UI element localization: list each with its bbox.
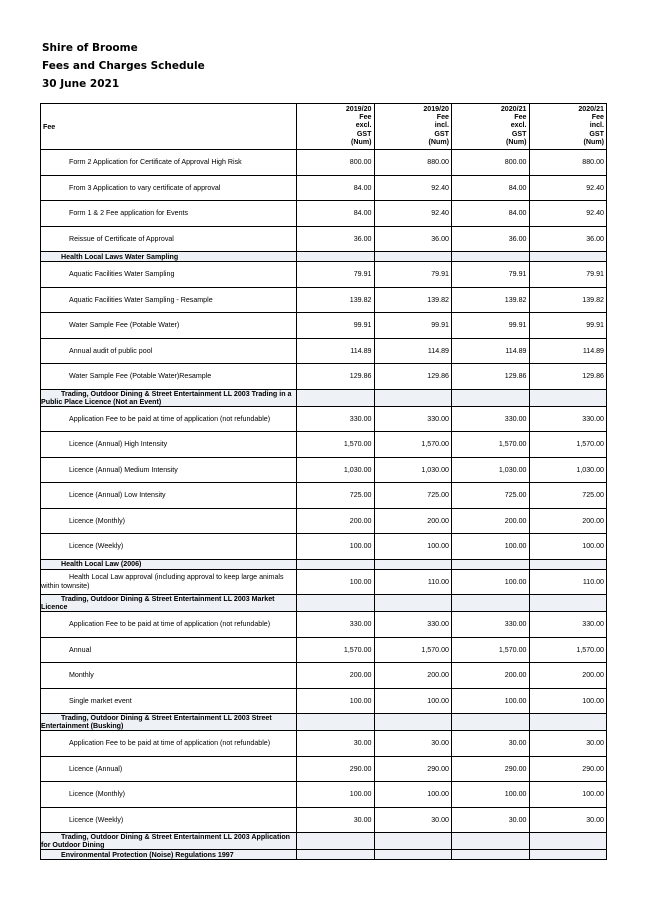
empty-cell [297,850,375,860]
fee-2020-21-excl-gst: 84.00 [452,201,530,227]
fee-2019-20-excl-gst: 725.00 [297,483,375,509]
empty-cell [374,595,452,612]
fee-2020-21-excl-gst: 200.00 [452,663,530,689]
fee-2019-20-incl-gst: 79.91 [374,262,452,288]
fee-row [41,313,607,339]
fee-2020-21-incl-gst: 100.00 [529,534,607,560]
fee-row [41,637,607,663]
empty-cell [529,252,607,262]
empty-cell [452,595,530,612]
column-header-line: incl. [434,121,449,130]
fee-2020-21-incl-gst: 92.40 [529,201,607,227]
fee-2020-21-incl-gst: 200.00 [529,508,607,534]
fee-description: Licence (Annual) [41,756,297,782]
fee-2020-21-excl-gst: 1,570.00 [452,637,530,663]
fee-2020-21-excl-gst: 725.00 [452,483,530,509]
fee-2020-21-excl-gst: 100.00 [452,782,530,808]
fee-row [41,508,607,534]
fee-2019-20-incl-gst: 92.40 [374,175,452,201]
fee-2019-20-incl-gst: 880.00 [374,150,452,176]
empty-cell [297,833,375,850]
fee-2020-21-incl-gst: 1,030.00 [529,457,607,483]
fee-2019-20-incl-gst: 200.00 [374,508,452,534]
fee-description: Licence (Annual) High Intensity [41,432,297,458]
fee-description: Annual audit of public pool [41,338,297,364]
fee-row [41,262,607,288]
section-heading [41,389,297,406]
fee-row [41,364,607,390]
fees-table-body [41,150,607,860]
fee-2019-20-excl-gst: 79.91 [297,262,375,288]
section-heading-row [41,850,607,860]
fee-description: Licence (Weekly) [41,807,297,833]
column-header-2019-20-excl [297,104,375,150]
column-header-line: (Num) [583,137,604,146]
empty-cell [297,595,375,612]
fee-row [41,807,607,833]
fee-2019-20-excl-gst: 1,570.00 [297,432,375,458]
fee-row [41,432,607,458]
section-heading [41,714,297,731]
fee-2020-21-incl-gst: 725.00 [529,483,607,509]
section-heading-row [41,595,607,612]
fee-description: Application Fee to be paid at time of application (not refundable) [41,406,297,432]
section-heading-row [41,252,607,262]
fee-2019-20-incl-gst: 100.00 [374,534,452,560]
empty-cell [529,595,607,612]
section-heading-text: Trading, Outdoor Dining & Street Entertainment LL 2003 Market Licence [41,595,275,611]
fee-2019-20-incl-gst: 1,570.00 [374,637,452,663]
fee-2019-20-incl-gst: 129.86 [374,364,452,390]
fee-2019-20-excl-gst: 100.00 [297,569,375,595]
fee-2020-21-incl-gst: 330.00 [529,612,607,638]
fee-column-header: Fee [41,104,297,150]
column-header-line: GST [434,129,449,138]
column-header-line: (Num) [351,137,372,146]
fee-2019-20-incl-gst: 110.00 [374,569,452,595]
section-heading-row [41,714,607,731]
empty-cell [374,389,452,406]
fee-2020-21-incl-gst: 92.40 [529,175,607,201]
fee-description [41,569,297,595]
fee-description-text: Health Local Law approval (including approval to keep large animals within townsite) [41,573,284,590]
empty-cell [374,714,452,731]
fee-row [41,150,607,176]
column-header-line: incl. [589,121,604,130]
fee-2019-20-excl-gst: 114.89 [297,338,375,364]
fee-row [41,175,607,201]
empty-cell [452,389,530,406]
fee-2019-20-incl-gst: 290.00 [374,756,452,782]
fee-row [41,612,607,638]
fee-row [41,688,607,714]
empty-cell [297,252,375,262]
empty-cell [452,714,530,731]
section-heading: Health Local Laws Water Sampling [41,252,297,262]
fee-2019-20-incl-gst: 200.00 [374,663,452,689]
empty-cell [452,850,530,860]
fee-row [41,201,607,227]
fee-2020-21-incl-gst: 30.00 [529,807,607,833]
fee-2020-21-incl-gst: 330.00 [529,406,607,432]
fee-2020-21-excl-gst: 330.00 [452,406,530,432]
fee-row [41,731,607,757]
empty-cell [529,389,607,406]
fee-2019-20-incl-gst: 100.00 [374,688,452,714]
fee-row [41,226,607,252]
fee-2019-20-excl-gst: 200.00 [297,663,375,689]
column-header-2020-21-incl [529,104,607,150]
fee-2019-20-excl-gst: 100.00 [297,534,375,560]
fee-2019-20-excl-gst: 800.00 [297,150,375,176]
fee-row [41,782,607,808]
fee-row [41,663,607,689]
fee-2019-20-incl-gst: 139.82 [374,287,452,313]
column-header-line: excl. [510,121,527,130]
fee-2020-21-excl-gst: 100.00 [452,569,530,595]
column-header-line: Fee [436,113,449,122]
fee-2019-20-excl-gst: 290.00 [297,756,375,782]
fee-2020-21-incl-gst: 30.00 [529,731,607,757]
document-title: Fees and Charges Schedule [42,60,205,72]
fee-2019-20-incl-gst: 100.00 [374,782,452,808]
fee-2020-21-incl-gst: 100.00 [529,782,607,808]
fee-2020-21-incl-gst: 880.00 [529,150,607,176]
fee-2019-20-incl-gst: 330.00 [374,406,452,432]
fee-row [41,534,607,560]
fee-2020-21-incl-gst: 36.00 [529,226,607,252]
empty-cell [297,559,375,569]
section-heading-row [41,389,607,406]
fee-2020-21-excl-gst: 79.91 [452,262,530,288]
fee-2019-20-incl-gst: 114.89 [374,338,452,364]
fee-description: Licence (Weekly) [41,534,297,560]
empty-cell [374,850,452,860]
fee-2019-20-incl-gst: 1,030.00 [374,457,452,483]
empty-cell [374,252,452,262]
fee-row [41,457,607,483]
fee-description: Application Fee to be paid at time of application (not refundable) [41,731,297,757]
fee-description: Licence (Monthly) [41,782,297,808]
fee-2019-20-excl-gst: 1,570.00 [297,637,375,663]
fee-2020-21-incl-gst: 100.00 [529,688,607,714]
fee-2020-21-excl-gst: 114.89 [452,338,530,364]
fee-description: Aquatic Facilities Water Sampling [41,262,297,288]
empty-cell [529,850,607,860]
fee-row [41,287,607,313]
column-header-line: (Num) [428,137,449,146]
fee-description: Form 1 & 2 Fee application for Events [41,201,297,227]
fee-2019-20-incl-gst: 30.00 [374,731,452,757]
fee-2020-21-excl-gst: 800.00 [452,150,530,176]
section-heading-text: Trading, Outdoor Dining & Street Entertainment LL 2003 Street Entertainment (Busking) [41,714,272,730]
empty-cell [297,389,375,406]
section-heading: Environmental Protection (Noise) Regulations 1997 [41,850,297,860]
fee-2020-21-incl-gst: 129.86 [529,364,607,390]
fee-2020-21-incl-gst: 139.82 [529,287,607,313]
section-heading [41,833,297,850]
column-header-line: Fee [591,113,604,122]
fee-description: Licence (Monthly) [41,508,297,534]
fee-2020-21-incl-gst: 79.91 [529,262,607,288]
section-heading-row [41,833,607,850]
fee-description: Aquatic Facilities Water Sampling - Resample [41,287,297,313]
empty-cell [374,559,452,569]
empty-cell [452,833,530,850]
empty-cell [529,714,607,731]
fee-2020-21-excl-gst: 1,030.00 [452,457,530,483]
fee-2019-20-excl-gst: 30.00 [297,807,375,833]
fee-2020-21-excl-gst: 30.00 [452,807,530,833]
fee-2019-20-excl-gst: 36.00 [297,226,375,252]
fee-2019-20-excl-gst: 200.00 [297,508,375,534]
column-header-line: 2020/21 [578,105,604,113]
fee-2020-21-excl-gst: 36.00 [452,226,530,252]
fee-2019-20-excl-gst: 30.00 [297,731,375,757]
fee-2019-20-incl-gst: 36.00 [374,226,452,252]
fee-2020-21-incl-gst: 1,570.00 [529,432,607,458]
column-header-line: GST [356,129,372,138]
fee-2020-21-incl-gst: 110.00 [529,569,607,595]
fee-2020-21-excl-gst: 290.00 [452,756,530,782]
fee-2019-20-excl-gst: 99.91 [297,313,375,339]
fee-description: Application Fee to be paid at time of application (not refundable) [41,612,297,638]
fee-2020-21-excl-gst: 99.91 [452,313,530,339]
empty-cell [529,559,607,569]
column-header-line: GST [511,129,527,138]
column-header-2020-21-excl [452,104,530,150]
fee-2019-20-excl-gst: 330.00 [297,612,375,638]
fee-2020-21-incl-gst: 290.00 [529,756,607,782]
column-header-line: (Num) [506,137,527,146]
fee-description: Water Sample Fee (Potable Water) [41,313,297,339]
organisation-name: Shire of Broome [42,42,138,54]
section-heading-text: Trading, Outdoor Dining & Street Entertainment LL 2003 Trading in a Public Place Licence (Not an Event) [41,389,292,406]
fee-2019-20-incl-gst: 1,570.00 [374,432,452,458]
table-header-row [41,104,607,150]
fee-2019-20-excl-gst: 330.00 [297,406,375,432]
section-heading-row [41,559,607,569]
fee-2020-21-incl-gst: 114.89 [529,338,607,364]
fee-2019-20-excl-gst: 139.82 [297,287,375,313]
fee-2020-21-excl-gst: 129.86 [452,364,530,390]
empty-cell [529,833,607,850]
fee-row [41,483,607,509]
column-header-2019-20-incl [374,104,452,150]
fee-2019-20-excl-gst: 84.00 [297,175,375,201]
fee-2020-21-excl-gst: 1,570.00 [452,432,530,458]
column-header-line: Fee [514,113,527,122]
fee-2020-21-excl-gst: 84.00 [452,175,530,201]
fee-description: Water Sample Fee (Potable Water)Resample [41,364,297,390]
fee-2020-21-excl-gst: 30.00 [452,731,530,757]
column-header-line: excl. [355,121,372,130]
section-heading [41,595,297,612]
fee-2020-21-incl-gst: 1,570.00 [529,637,607,663]
fee-row [41,338,607,364]
empty-cell [452,252,530,262]
fee-2020-21-excl-gst: 100.00 [452,534,530,560]
fee-description: From 3 Application to vary certificate of approval [41,175,297,201]
fee-2020-21-excl-gst: 200.00 [452,508,530,534]
fee-2020-21-excl-gst: 139.82 [452,287,530,313]
fee-description: Annual [41,637,297,663]
fee-2019-20-incl-gst: 725.00 [374,483,452,509]
fee-2020-21-incl-gst: 99.91 [529,313,607,339]
column-header-line: Fee [359,113,372,122]
column-header-line: 2019/20 [423,105,449,113]
fee-2019-20-excl-gst: 1,030.00 [297,457,375,483]
column-header-line: 2019/20 [345,105,372,113]
fee-description: Reissue of Certificate of Approval [41,226,297,252]
fee-2020-21-excl-gst: 100.00 [452,688,530,714]
fee-2019-20-excl-gst: 100.00 [297,782,375,808]
fee-2019-20-incl-gst: 92.40 [374,201,452,227]
fee-2019-20-incl-gst: 99.91 [374,313,452,339]
section-heading: Health Local Law (2006) [41,559,297,569]
fee-description: Single market event [41,688,297,714]
column-header-line: 2020/21 [500,105,527,113]
fee-2019-20-excl-gst: 129.86 [297,364,375,390]
fee-description: Monthly [41,663,297,689]
empty-cell [374,833,452,850]
fee-row [41,756,607,782]
empty-cell [452,559,530,569]
fee-description: Form 2 Application for Certificate of Approval High Risk [41,150,297,176]
fee-2020-21-incl-gst: 200.00 [529,663,607,689]
empty-cell [297,714,375,731]
column-header-line: GST [589,129,604,138]
fee-2019-20-incl-gst: 330.00 [374,612,452,638]
fee-2019-20-excl-gst: 84.00 [297,201,375,227]
fee-row [41,406,607,432]
fees-table [40,103,607,860]
fee-2019-20-incl-gst: 30.00 [374,807,452,833]
fee-2019-20-excl-gst: 100.00 [297,688,375,714]
fee-description: Licence (Annual) Low Intensity [41,483,297,509]
fee-row [41,569,607,595]
section-heading-text: Trading, Outdoor Dining & Street Entertainment LL 2003 Application for Outdoor Dining [41,833,290,849]
schedule-date: 30 June 2021 [42,78,120,90]
fee-description: Licence (Annual) Medium Intensity [41,457,297,483]
fee-2020-21-excl-gst: 330.00 [452,612,530,638]
